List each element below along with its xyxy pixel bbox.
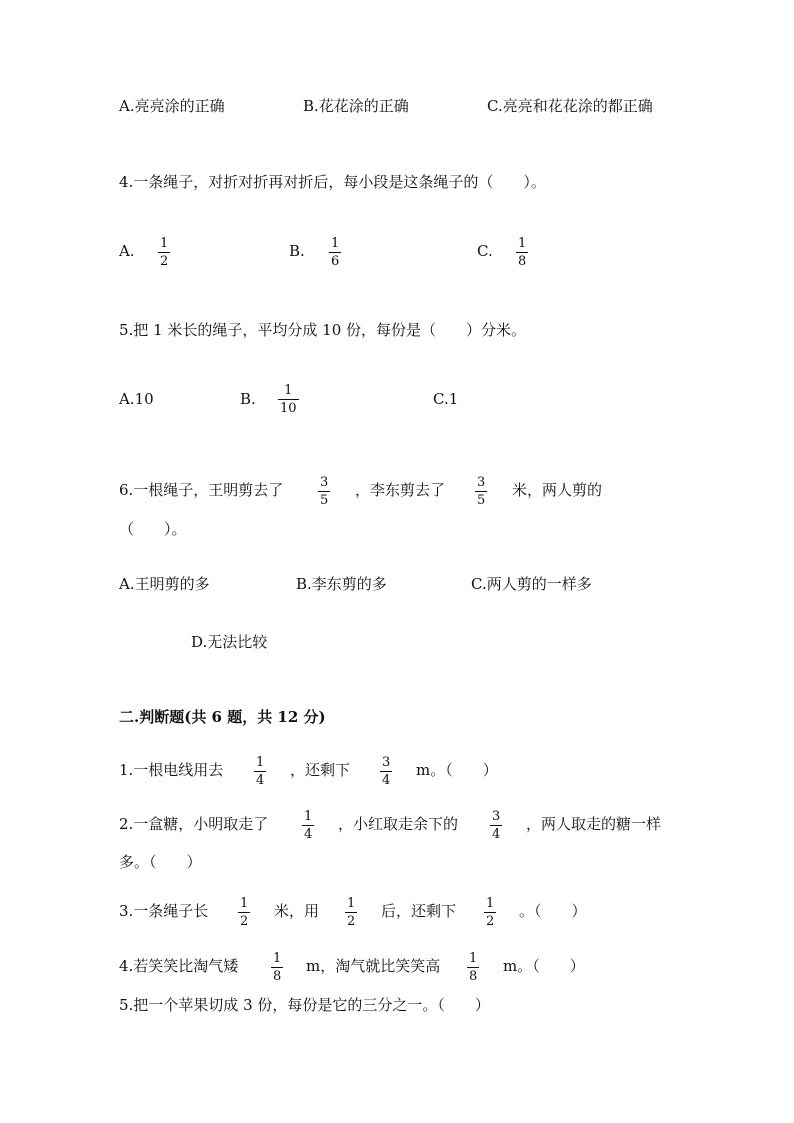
q6-fraction-1 — [318, 475, 330, 508]
j3-part4: 。（ ） — [519, 902, 587, 920]
fraction-bar — [516, 252, 528, 253]
j2-fraction-1 — [302, 809, 314, 842]
j4-part2: m，淘气就比笑笑高 — [306, 957, 441, 975]
denominator: 6 — [331, 254, 340, 269]
q6-option-d[interactable]: D.无法比较 — [191, 633, 268, 651]
j2-part1: 2.一盒糖，小明取走了 — [119, 815, 269, 833]
denominator: 5 — [320, 493, 329, 508]
q4-option-a-fraction[interactable] — [158, 236, 170, 269]
j3-part2: 米，用 — [274, 902, 320, 920]
numerator: 1 — [160, 236, 169, 251]
q6-stem-part3: 米，两人剪的 — [512, 481, 603, 499]
denominator: 4 — [492, 827, 501, 842]
denominator: 2 — [160, 254, 169, 269]
numerator: 1 — [469, 951, 478, 966]
fraction-bar — [302, 825, 314, 826]
j4-fraction-2 — [467, 951, 479, 984]
j3-part3: 后，还剩下 — [381, 902, 457, 920]
fraction-bar — [467, 967, 479, 968]
fraction-bar — [329, 252, 341, 253]
q6-stem-part1: 6.一根绳子，王明剪去了 — [119, 481, 284, 499]
denominator: 8 — [469, 969, 478, 984]
j1-fraction-1 — [254, 755, 266, 788]
q6-option-a[interactable]: A.王明剪的多 — [119, 575, 210, 593]
numerator: 3 — [382, 755, 391, 770]
j4-part1: 4.若笑笑比淘气矮 — [119, 957, 239, 975]
denominator: 2 — [347, 914, 356, 929]
numerator: 3 — [477, 475, 486, 490]
q4-option-b-label[interactable]: B. — [289, 242, 305, 260]
j1-part1: 1.一根电线用去 — [119, 761, 224, 779]
denominator: 4 — [382, 773, 391, 788]
fraction-bar — [475, 491, 487, 492]
q5-option-c[interactable]: C.1 — [433, 390, 459, 408]
j2-part2: ，小红取走余下的 — [338, 815, 459, 833]
q5-option-a[interactable]: A.10 — [119, 390, 154, 408]
numerator: 1 — [240, 896, 249, 911]
denominator: 8 — [518, 254, 527, 269]
j1-fraction-2 — [380, 755, 392, 788]
j1-part2: ，还剩下 — [290, 761, 351, 779]
j2-line2: 多。（ ） — [119, 853, 202, 871]
numerator: 1 — [486, 896, 495, 911]
q6-option-c[interactable]: C.两人剪的一样多 — [471, 575, 592, 593]
fraction-bar — [490, 825, 502, 826]
q6-fraction-2 — [475, 475, 487, 508]
denominator: 4 — [256, 773, 265, 788]
q4-option-c-fraction[interactable] — [516, 236, 528, 269]
j5-text: 5.把一个苹果切成 3 份，每份是它的三分之一。（ ） — [119, 996, 490, 1014]
denominator: 2 — [486, 914, 495, 929]
q3-option-c[interactable]: C.亮亮和花花涂的都正确 — [487, 97, 653, 115]
fraction-bar — [254, 771, 266, 772]
fraction-bar — [278, 399, 299, 400]
j3-fraction-2 — [345, 896, 357, 929]
numerator: 1 — [518, 236, 527, 251]
numerator: 1 — [284, 383, 293, 398]
numerator: 1 — [273, 951, 282, 966]
numerator: 1 — [331, 236, 340, 251]
denominator: 2 — [240, 914, 249, 929]
denominator: 10 — [280, 401, 297, 416]
section-heading-judgement: 二.判断题(共 6 题，共 12 分) — [119, 708, 326, 726]
j3-fraction-1 — [238, 896, 250, 929]
q5-stem: 5.把 1 米长的绳子，平均分成 10 份，每份是（ ）分米。 — [119, 321, 527, 339]
denominator: 4 — [304, 827, 313, 842]
numerator: 1 — [347, 896, 356, 911]
j3-part1: 3.一条绳子长 — [119, 902, 209, 920]
fraction-bar — [271, 967, 283, 968]
j2-fraction-2 — [490, 809, 502, 842]
q4-option-c-label[interactable]: C. — [477, 242, 493, 260]
numerator: 3 — [320, 475, 329, 490]
q3-option-a[interactable]: A.亮亮涂的正确 — [119, 97, 225, 115]
q6-stem-line2: （ ）。 — [119, 520, 187, 538]
q6-option-b[interactable]: B.李东剪的多 — [296, 575, 387, 593]
numerator: 1 — [304, 809, 313, 824]
fraction-bar — [318, 491, 330, 492]
j2-part3: ，两人取走的糖一样 — [526, 815, 662, 833]
numerator: 1 — [256, 755, 265, 770]
denominator: 8 — [273, 969, 282, 984]
fraction-bar — [238, 912, 250, 913]
numerator: 3 — [492, 809, 501, 824]
q3-option-b[interactable]: B.花花涂的正确 — [303, 97, 409, 115]
j4-part3: m。（ ） — [503, 957, 585, 975]
q6-stem-part2: ，李东剪去了 — [355, 481, 446, 499]
fraction-bar — [380, 771, 392, 772]
q4-stem: 4.一条绳子，对折对折再对折后，每小段是这条绳子的（ ）。 — [119, 173, 546, 191]
q4-option-b-fraction[interactable] — [329, 236, 341, 269]
j3-fraction-3 — [484, 896, 496, 929]
j4-fraction-1 — [271, 951, 283, 984]
fraction-bar — [345, 912, 357, 913]
q4-option-a-label[interactable]: A. — [119, 242, 135, 260]
fraction-bar — [484, 912, 496, 913]
denominator: 5 — [477, 493, 486, 508]
fraction-bar — [158, 252, 170, 253]
q5-option-b-fraction[interactable] — [278, 383, 299, 416]
j1-part3: m。（ ） — [416, 761, 498, 779]
q5-option-b-label[interactable]: B. — [240, 390, 256, 408]
